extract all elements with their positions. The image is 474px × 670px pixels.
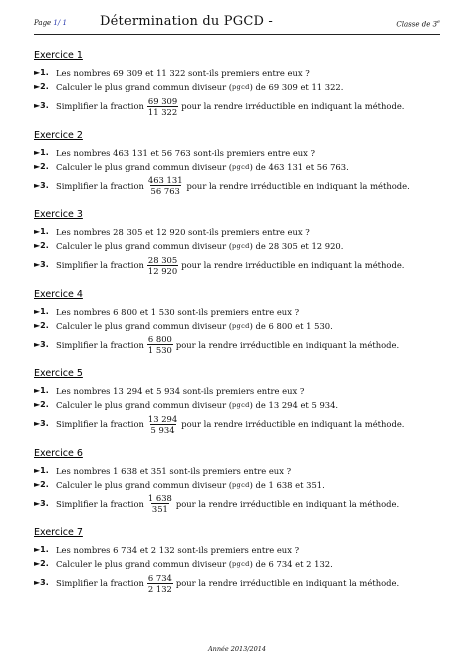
question-text-start: Calculer le plus grand commun diviseur ( (56, 241, 233, 251)
question-3 (34, 174, 440, 198)
exercise-title: Exercice 4 (34, 288, 83, 300)
fraction-denominator: 2 132 (147, 583, 172, 594)
question-text-start: Calculer le plus grand commun diviseur ( (56, 479, 233, 490)
page-label: Page (34, 19, 54, 27)
question-number: ►2. (34, 241, 49, 250)
question-3 (34, 412, 440, 436)
question-number: ►3. (34, 419, 49, 428)
fraction-denominator: 11 322 (147, 106, 178, 117)
question-text-start: Simplifier la fraction (56, 180, 144, 191)
question-text-start: Simplifier la fraction (56, 101, 144, 111)
question-text-end: pour la rendre irréductible en indiquant la méthode. (181, 419, 405, 429)
exercise-title: Exercice 2 (34, 129, 83, 141)
question-text-start: Simplifier la fraction (56, 578, 144, 588)
question-text: Les nombres 463 131 et 56 763 sont-ils premiers entre eux ? (56, 147, 316, 158)
question-text-end: ) de 69 309 et 11 322. (249, 82, 344, 92)
fraction-numerator: 6 800 (147, 334, 172, 344)
question-text-end: ) de 463 131 et 56 763. (249, 161, 349, 172)
exercise-title: Exercice 5 (34, 368, 83, 379)
question-2 (34, 478, 440, 492)
question-text-end: ) de 6 800 et 1 530. (249, 320, 333, 331)
question-text: Les nombres 6 734 et 2 132 sont-ils premiers entre eux ? (56, 545, 300, 555)
page-indicator (34, 19, 67, 27)
question-text-end: ) de 13 294 et 5 934. (249, 400, 339, 410)
question-number: ►2. (34, 559, 49, 568)
question-2 (34, 160, 440, 174)
exercise-title: Exercice 6 (34, 447, 83, 459)
page-number: 1/ 1 (53, 19, 67, 27)
class-superscript: e (437, 19, 440, 25)
question-text-start: Calculer le plus grand commun diviseur ( (56, 82, 233, 92)
class-text: Classe de 3 (396, 20, 438, 29)
question-number: ►3. (34, 339, 49, 349)
fraction (147, 334, 173, 355)
question-1 (34, 146, 440, 160)
pgcd-abbreviation: pgcd (232, 162, 250, 171)
pgcd-abbreviation: pgcd (232, 480, 250, 489)
question-text: Les nombres 69 309 et 11 322 sont-ils premiers entre eux ? (56, 68, 310, 78)
question-text-start: Calculer le plus grand commun diviseur ( (56, 161, 233, 172)
question-text-end: ) de 28 305 et 12 920. (249, 241, 344, 251)
document-title: Détermination du PGCD - (100, 14, 274, 29)
fraction-denominator: 351 (151, 504, 168, 514)
question-number: ►1. (34, 465, 49, 475)
exercise-block (34, 50, 440, 130)
question-1 (34, 305, 440, 319)
question-text: Les nombres 13 294 et 5 934 sont-ils premiers entre eux ? (56, 386, 305, 396)
exercise-block (34, 527, 440, 607)
question-1 (34, 225, 440, 239)
fraction-denominator: 5 934 (150, 424, 175, 435)
exercise-title: Exercice 1 (34, 50, 83, 61)
question-text: Les nombres 1 638 et 351 sont-ils premiers entre eux ? (56, 465, 292, 476)
question-number: ►1. (34, 306, 49, 316)
question-3 (34, 333, 440, 357)
question-2 (34, 398, 440, 412)
question-1 (34, 66, 440, 80)
question-number: ►2. (34, 320, 49, 330)
question-number: ►1. (34, 68, 49, 77)
question-text: Les nombres 6 800 et 1 530 sont-ils premiers entre eux ? (56, 306, 300, 317)
question-text-start: Calculer le plus grand commun diviseur ( (56, 559, 233, 569)
pgcd-abbreviation: pgcd (232, 83, 250, 91)
question-text: Les nombres 28 305 et 12 920 sont-ils premiers entre eux ? (56, 227, 310, 237)
question-text-end: ) de 1 638 et 351. (249, 479, 325, 490)
fraction-numerator: 463 131 (147, 175, 183, 185)
fraction (147, 175, 184, 196)
question-text-end: ) de 6 734 et 2 132. (249, 559, 333, 569)
question-text-end: pour la rendre irréductible en indiquant la méthode. (175, 498, 400, 509)
fraction (147, 96, 178, 117)
question-text-end: pour la rendre irréductible en indiquant la méthode. (175, 578, 400, 588)
fraction-numerator: 13 294 (147, 413, 178, 424)
exercise-block (34, 209, 440, 289)
exercise-title: Exercice 3 (34, 209, 83, 220)
question-text-end: pour la rendre irréductible en indiquant la méthode. (175, 339, 400, 350)
question-3 (34, 253, 440, 277)
question-text-end: pour la rendre irréductible en indiquant la méthode. (181, 260, 405, 270)
question-text-start: Simplifier la fraction (56, 339, 144, 350)
question-number: ►3. (34, 101, 49, 110)
question-text-start: Simplifier la fraction (56, 419, 144, 429)
exercise-block (34, 289, 440, 369)
exercise-block (34, 368, 440, 448)
page-header (34, 14, 440, 35)
fraction-numerator: 1 638 (147, 493, 172, 503)
fraction (147, 255, 178, 276)
question-number: ►1. (34, 545, 49, 554)
question-number: ►3. (34, 180, 49, 190)
question-text-end: pour la rendre irréductible en indiquant la méthode. (181, 101, 405, 111)
question-2 (34, 319, 440, 333)
pgcd-abbreviation: pgcd (232, 560, 250, 568)
question-text-end: pour la rendre irréductible en indiquant la méthode. (186, 180, 410, 191)
fraction-denominator: 56 763 (150, 186, 180, 196)
question-number: ►1. (34, 227, 49, 236)
fraction-denominator: 1 530 (147, 345, 172, 355)
question-2 (34, 239, 440, 253)
question-number: ►3. (34, 260, 49, 269)
question-number: ►1. (34, 386, 49, 395)
class-label (396, 19, 440, 28)
question-number: ►2. (34, 82, 49, 91)
pgcd-abbreviation: pgcd (232, 242, 250, 250)
fraction-numerator: 28 305 (147, 254, 178, 265)
exercise-list (34, 50, 440, 607)
exercise-title: Exercice 7 (34, 527, 83, 538)
question-number: ►3. (34, 578, 49, 587)
question-text-start: Simplifier la fraction (56, 260, 144, 270)
question-number: ►1. (34, 147, 49, 157)
fraction-denominator: 12 920 (147, 265, 178, 276)
fraction (147, 493, 173, 514)
pgcd-abbreviation: pgcd (232, 401, 250, 409)
fraction (147, 573, 173, 594)
question-1 (34, 384, 440, 398)
question-number: ►2. (34, 400, 49, 409)
question-1 (34, 543, 440, 557)
pgcd-abbreviation: pgcd (232, 321, 250, 330)
question-3 (34, 94, 440, 118)
question-1 (34, 464, 440, 478)
fraction-numerator: 6 734 (147, 572, 172, 583)
exercise-block (34, 448, 440, 528)
question-2 (34, 80, 440, 94)
question-number: ►2. (34, 479, 49, 489)
fraction-numerator: 69 309 (147, 95, 178, 106)
question-3 (34, 492, 440, 516)
question-2 (34, 557, 440, 571)
question-3 (34, 571, 440, 595)
question-text-start: Calculer le plus grand commun diviseur ( (56, 320, 233, 331)
question-text-start: Calculer le plus grand commun diviseur ( (56, 400, 233, 410)
exercise-block (34, 130, 440, 210)
fraction (147, 414, 178, 435)
question-number: ►3. (34, 498, 49, 508)
question-number: ►2. (34, 161, 49, 171)
footer-year: Année 2013/2014 (207, 645, 267, 653)
question-text-start: Simplifier la fraction (56, 498, 144, 509)
